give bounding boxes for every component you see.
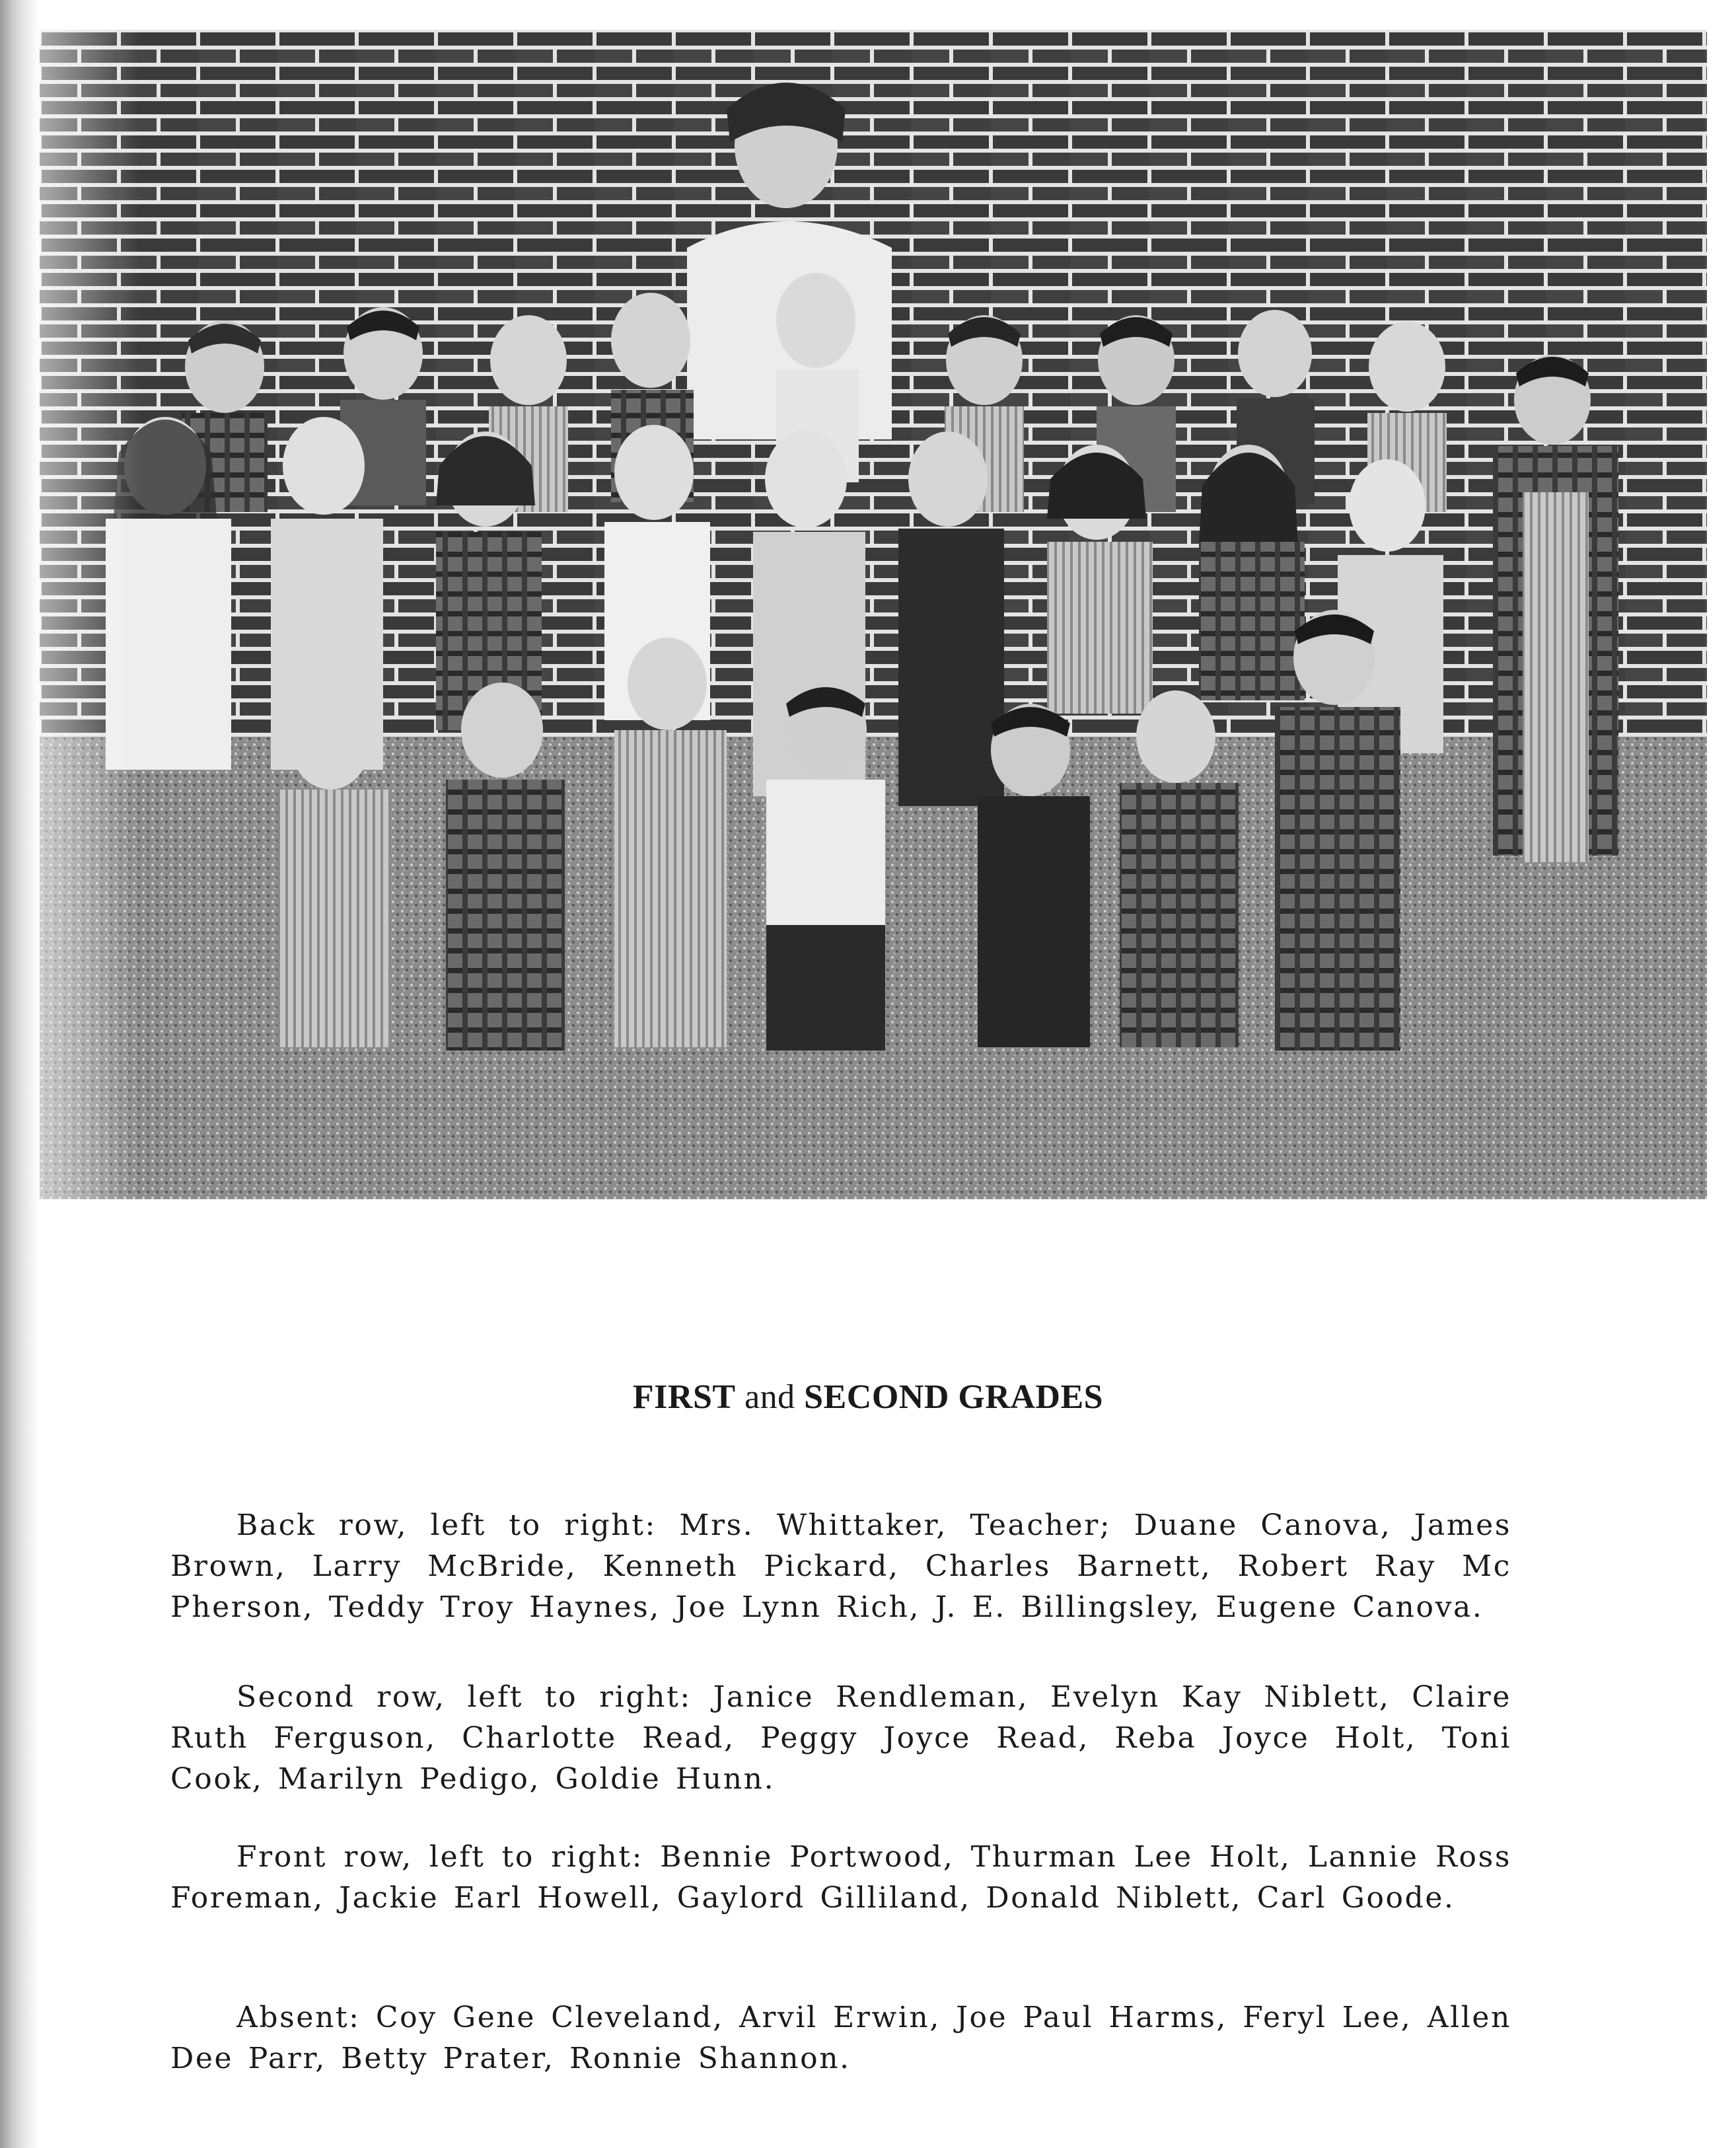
heading-first: FIRST xyxy=(632,1378,736,1416)
second-row-caption xyxy=(170,1677,1511,1800)
back-row-caption xyxy=(170,1505,1511,1628)
front-row-text: Front row, left to right: Bennie Portwood, Thurman Lee Holt, Lannie Ross Foreman, Jackie Earl Howell, Gaylord Gilliland, Donald Niblett, Carl Goode. xyxy=(170,1840,1511,1915)
second-row-text: Second row, left to right: Janice Rendleman, Evelyn Kay Niblett, Claire Ruth Ferguson, Charlotte Read, Peggy Joyce Read, Reba Joyce Holt, Toni Cook, Marilyn Pedigo, Goldie Hunn. xyxy=(170,1680,1511,1796)
front-row-caption xyxy=(170,1837,1511,1919)
absent-text: Absent: Coy Gene Cleveland, Arvil Erwin, Joe Paul Harms, Feryl Lee, Allen Dee Parr, Betty Prater, Ronnie Shannon. xyxy=(170,2001,1511,2075)
heading-and: and xyxy=(744,1378,795,1416)
class-photo xyxy=(40,30,1707,1199)
class-photo-illustration xyxy=(40,30,1707,1199)
page-title xyxy=(0,1378,1736,1417)
absent-caption xyxy=(170,1997,1511,2079)
page-gutter-shadow xyxy=(0,0,40,2148)
back-row-text: Back row, left to right: Mrs. Whittaker, Teacher; Duane Canova, James Brown, Larry McBride, Kenneth Pickard, Charles Barnett, Robert Ray Mc Pherson, Teddy Troy Haynes, Joe Lynn Rich, J. E. Billingsley, Eugene Canova. xyxy=(170,1508,1511,1624)
heading-rest: SECOND GRADES xyxy=(804,1378,1104,1416)
